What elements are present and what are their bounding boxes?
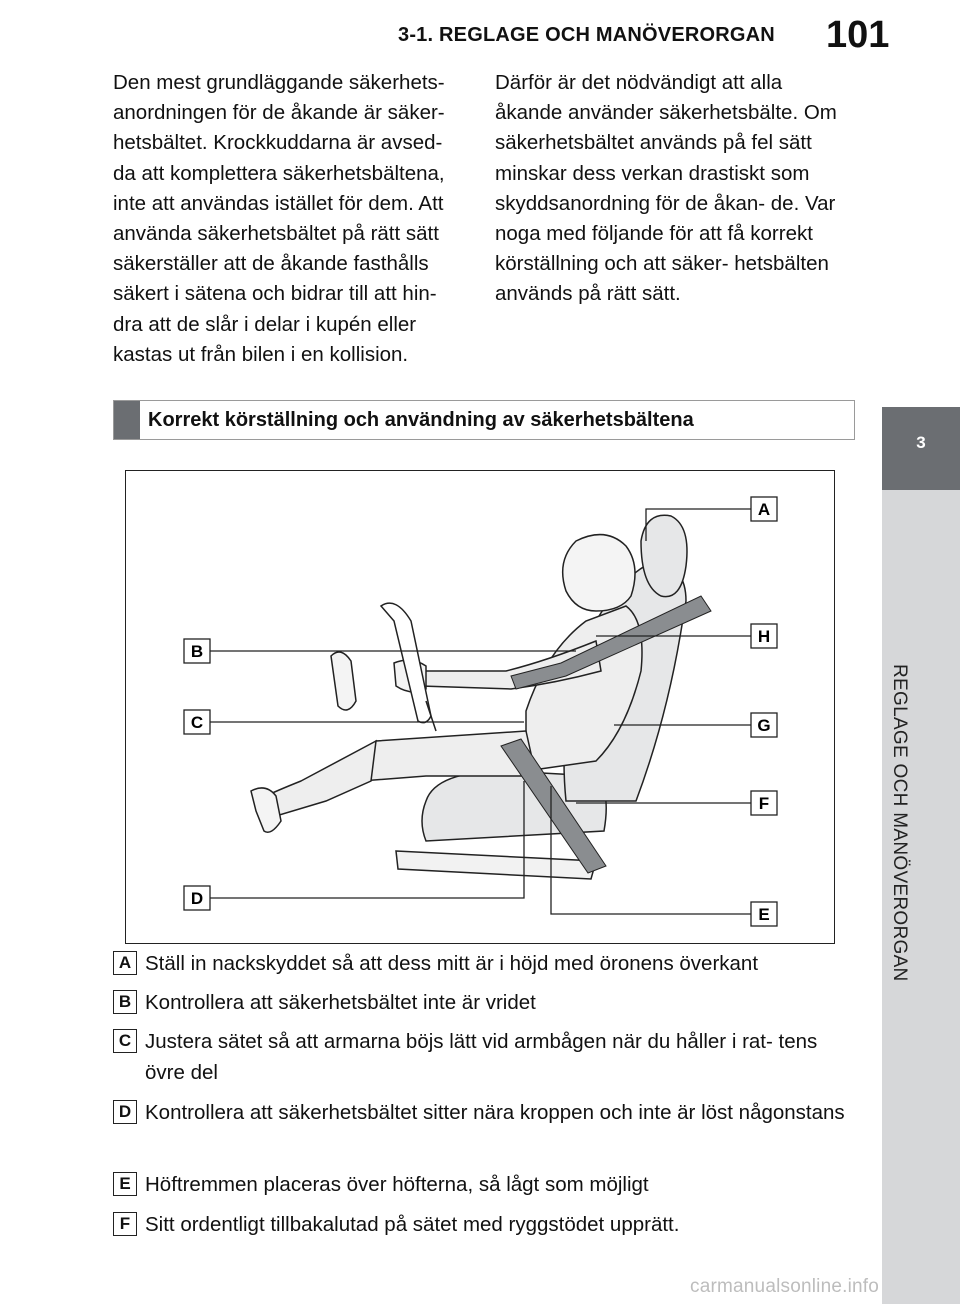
label-c: C (190, 713, 204, 732)
seating-position-illustration (125, 470, 835, 944)
list-letter-a: A (113, 951, 137, 975)
list-text-b: Kontrollera att säkerhetsbältet inte är vridet (145, 991, 536, 1014)
section-heading (113, 400, 855, 440)
intro-left-text: Den mest grundläggande säkerhets- anordningen för de åkande är säker- hetsbältet. Krockkuddarna är avsed- da att komplettera säkerhetsbältena, inte att användas istället för dem. Att använda säkerhetsbältet på rätt sätt säkerställer att de åkande fasthålls säkert i sätena och bidrar till att hin- dra att de slår i delar i kupén eller kastas ut från bilen i en kollision. (113, 71, 445, 366)
section-title: 3-1. REGLAGE OCH MANÖVERORGAN (398, 24, 775, 46)
seat-rail (396, 851, 596, 879)
list-text-c: Justera sätet så att armarna böjs lätt vid armbågen när du håller i rat- tens övre del (145, 1030, 818, 1084)
label-d-group (184, 886, 210, 910)
section-heading-text: Korrekt körställning och användning av säkerhetsbältena (148, 409, 694, 431)
intro-right-column (495, 68, 845, 310)
driver-head (563, 535, 635, 611)
intro-left-column (113, 68, 463, 370)
list-item-d (113, 1097, 853, 1128)
steering-wheel (381, 603, 431, 723)
list-text-d: Kontrollera att säkerhetsbältet sitter nära kroppen och inte är löst någonstans (145, 1101, 845, 1124)
list-item-c (113, 1026, 853, 1088)
list-letter-e: E (113, 1172, 137, 1196)
list-item-a (113, 948, 853, 979)
label-h-group (751, 624, 777, 648)
label-f: F (758, 794, 770, 813)
list-item-e (113, 1169, 853, 1200)
list-letter-f: F (113, 1212, 137, 1236)
list-letter-c: C (113, 1029, 137, 1053)
label-a: A (757, 500, 771, 519)
label-a-group (751, 497, 777, 521)
list-item-b (113, 987, 853, 1018)
driver-illustration-svg (126, 471, 834, 943)
label-c-group (184, 710, 210, 734)
chapter-tab (882, 407, 960, 490)
list-letter-d: D (113, 1100, 137, 1124)
chapter-title: REGLAGE OCH MANÖVERORGAN (889, 664, 910, 982)
label-f-group (751, 791, 777, 815)
page-number: 101 (826, 14, 890, 56)
intro-right-text: Därför är det nödvändigt att alla åkande använder säkerhetsbälte. Om säkerhetsbältet används på fel sätt minskar dess verkan drastiskt som skyddsanordning för de åkan- de. Var noga med följande för att få korrekt körställning och att säker- hetsbälten används på rätt sätt. (495, 71, 837, 306)
label-h: H (757, 627, 771, 646)
heading-bar (114, 401, 140, 439)
label-b-group (184, 639, 210, 663)
list-letter-b: B (113, 990, 137, 1014)
label-e: E (758, 905, 770, 924)
pedal (331, 652, 356, 710)
list-text-e: Höftremmen placeras över höfterna, så lågt som möjligt (145, 1173, 649, 1196)
watermark[interactable]: carmanualsonline.info (690, 1276, 880, 1297)
list-item-f (113, 1209, 853, 1240)
label-e-group (751, 902, 777, 926)
label-g: G (757, 716, 771, 735)
label-g-group (751, 713, 777, 737)
label-b: B (190, 642, 204, 661)
list-text-a: Ställ in nackskyddet så att dess mitt är i höjd med öronens överkant (145, 952, 759, 975)
chapter-number: 3 (916, 433, 926, 452)
list-text-f: Sitt ordentligt tillbakalutad på sätet med ryggstödet upprätt. (145, 1213, 680, 1236)
driver-lower-leg (266, 741, 376, 816)
label-d: D (190, 889, 204, 908)
